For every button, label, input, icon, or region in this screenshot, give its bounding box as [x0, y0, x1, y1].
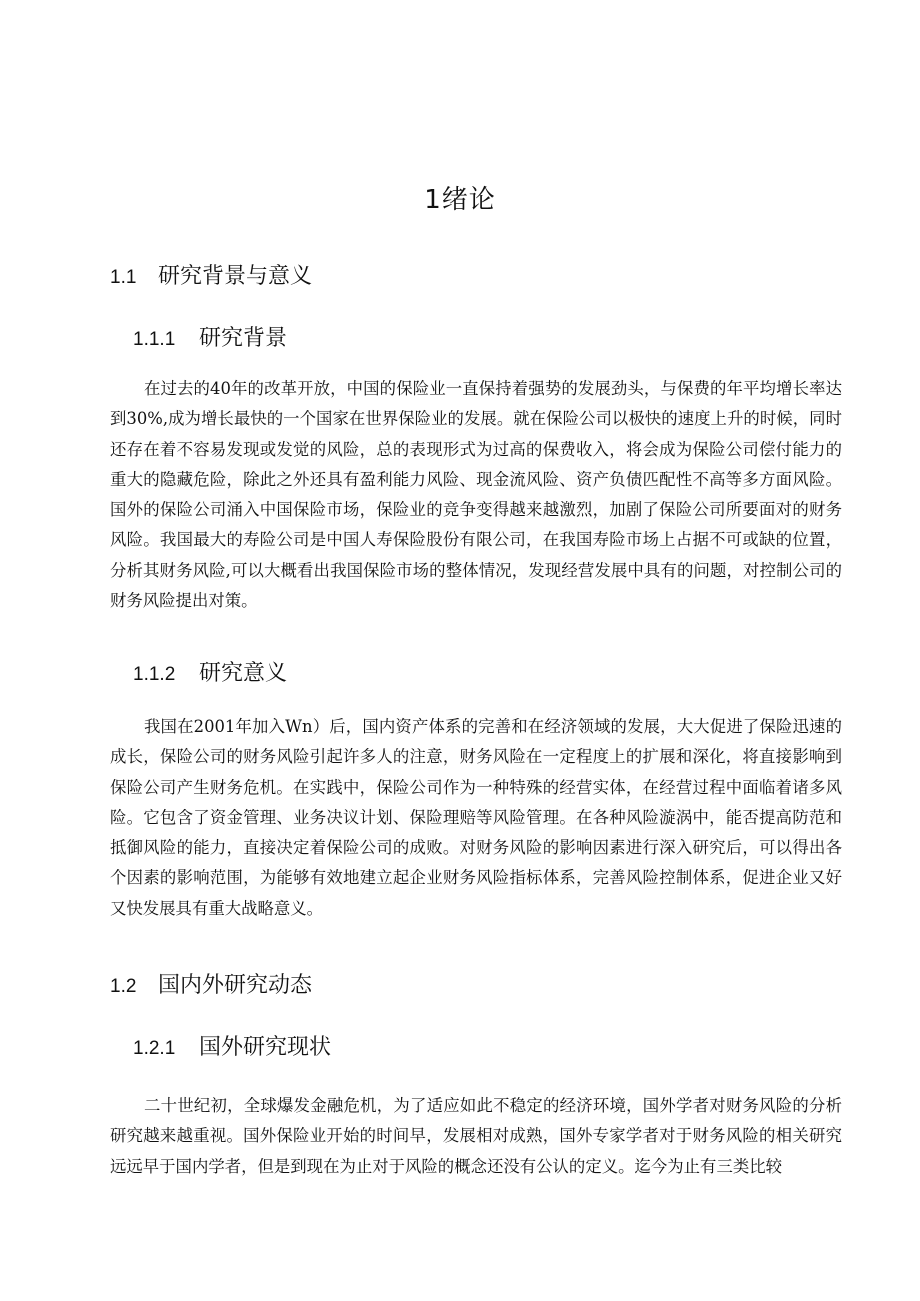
section-number: 1.1 — [110, 267, 137, 288]
section-title: 国外研究现状 — [199, 1035, 332, 1060]
section-title: 研究背景与意义 — [158, 264, 313, 289]
section-number: 1.2.1 — [133, 1038, 176, 1059]
section-title: 研究背景 — [199, 326, 288, 351]
section-heading-1-1-1 — [133, 322, 287, 357]
section-number: 1.1.2 — [133, 664, 176, 685]
paragraph-foreign-research: 二十世纪初，全球爆发金融危机，为了适应如此不稳定的经济环境，国外学者对财务风险的分析研究越来越重视。国外保险业开始的时间早，发展相对成熟，国外专家学者对于财务风险的相关研究远远早于国内学者，但是到现在为止对于风险的概念还没有公认的定义。迄今为止有三类比较 — [110, 1096, 842, 1176]
paragraph-significance: 我国在2001年加入Wn）后，国内资产体系的完善和在经济领域的发展，大大促进了保险迅速的成长，保险公司的财务风险引起许多人的注意，财务风险在一定程度上的扩展和深化，将直接影响到保险公司产生财务危机。在实践中，保险公司作为一种特殊的经营实体，在经营过程中面临着诸多风险。它包含了资金管理、业务决议计划、保险理赔等风险管理。在各种风险漩涡中，能否提高防范和抵御风险的能力，直接决定着保险公司的成败。对财务风险的影响因素进行深入研究后，可以得出各个因素的影响范围，为能够有效地建立起企业财务风险指标体系，完善风险控制体系，促进企业又好又快发展具有重大战略意义。 — [110, 717, 842, 918]
section-heading-1-1-2 — [133, 657, 287, 692]
section-title: 研究意义 — [199, 661, 288, 686]
chapter-title: 1绪论 — [424, 185, 496, 215]
section-title: 国内外研究动态 — [158, 973, 313, 998]
section-heading-1-2 — [110, 969, 312, 1004]
section-heading-1-1 — [110, 260, 312, 295]
section-number: 1.2 — [110, 976, 137, 997]
section-number: 1.1.1 — [133, 329, 176, 350]
section-heading-1-2-1 — [133, 1031, 331, 1066]
paragraph-background: 在过去的40年的改革开放，中国的保险业一直保持着强势的发展劲头，与保费的年平均增长率达到30%,成为增长最快的一个国家在世界保险业的发展。就在保险公司以极快的速度上升的时候，同时还存在着不容易发现或发觉的风险，总的表现形式为过高的保费收入，将会成为保险公司偿付能力的重大的隐藏危险，除此之外还具有盈利能力风险、现金流风险、资产负债匹配性不高等多方面风险。国外的保险公司涌入中国保险市场，保险业的竞争变得越来越激烈，加剧了保险公司所要面对的财务风险。我国最大的寿险公司是中国人寿保险股份有限公司，在我国寿险市场上占据不可或缺的位置，分析其财务风险,可以大概看出我国保险市场的整体情况，发现经营发展中具有的问题，对控制公司的财务风险提出对策。 — [110, 379, 842, 611]
